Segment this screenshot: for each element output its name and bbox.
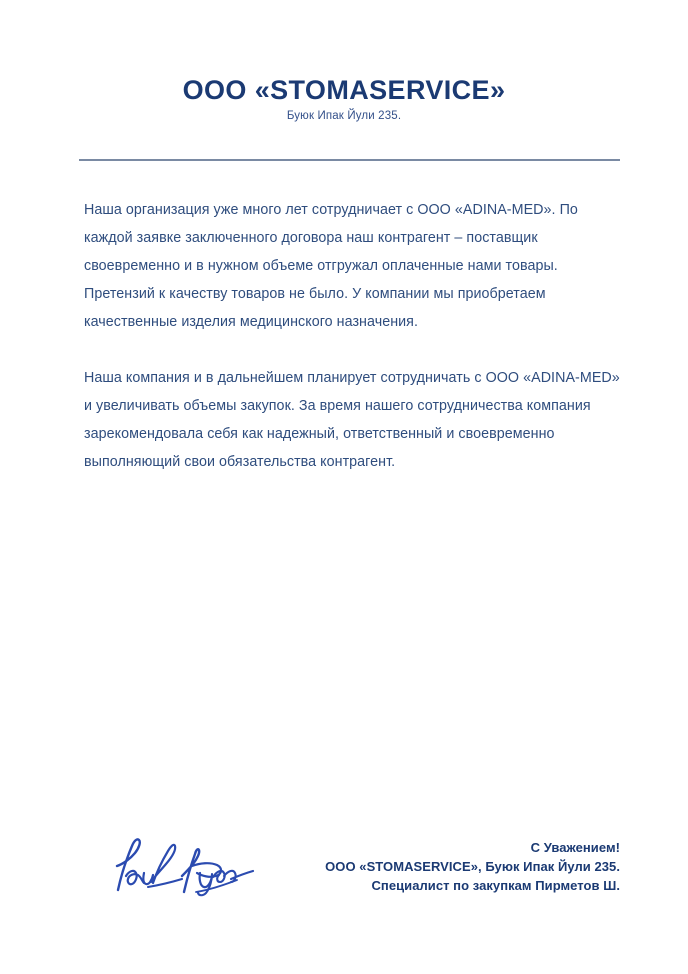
company-title: ООО «STOMASERVICE» (182, 75, 506, 105)
body-paragraph: Наша организация уже много лет сотрудничает с ООО «ADINA-MED». По каждой заявке заключенного договора наш контрагент – поставщик своевременно и в нужном объеме отгружал оплаченные нами товары. Претензий к качеству товаров не было. У компании мы приобретаем качественные изделия медицинского назначения. (84, 202, 578, 330)
signature-area (0, 826, 688, 906)
letter-body (84, 196, 620, 476)
company-address: Буюк Ипак Йули 235. (286, 110, 402, 122)
letterhead (0, 74, 688, 124)
closing-company: ООО «STOMASERVICE», Буюк Ипак Йули 235. (325, 859, 620, 874)
body-paragraph: Наша компания и в дальнейшем планирует сотрудничать с ООО «ADINA-MED» и увеличивать объемы закупок. За время нашего сотрудничества компания зарекомендовала себя как надежный, ответственный и своевременно выполняющий свои обязательства контрагент. (84, 370, 620, 470)
closing-block (200, 838, 620, 895)
header-divider (79, 159, 620, 161)
closing-signatory: Специалист по закупкам Пирметов Ш. (371, 878, 620, 893)
closing-salutation: С Уважением! (530, 840, 620, 855)
